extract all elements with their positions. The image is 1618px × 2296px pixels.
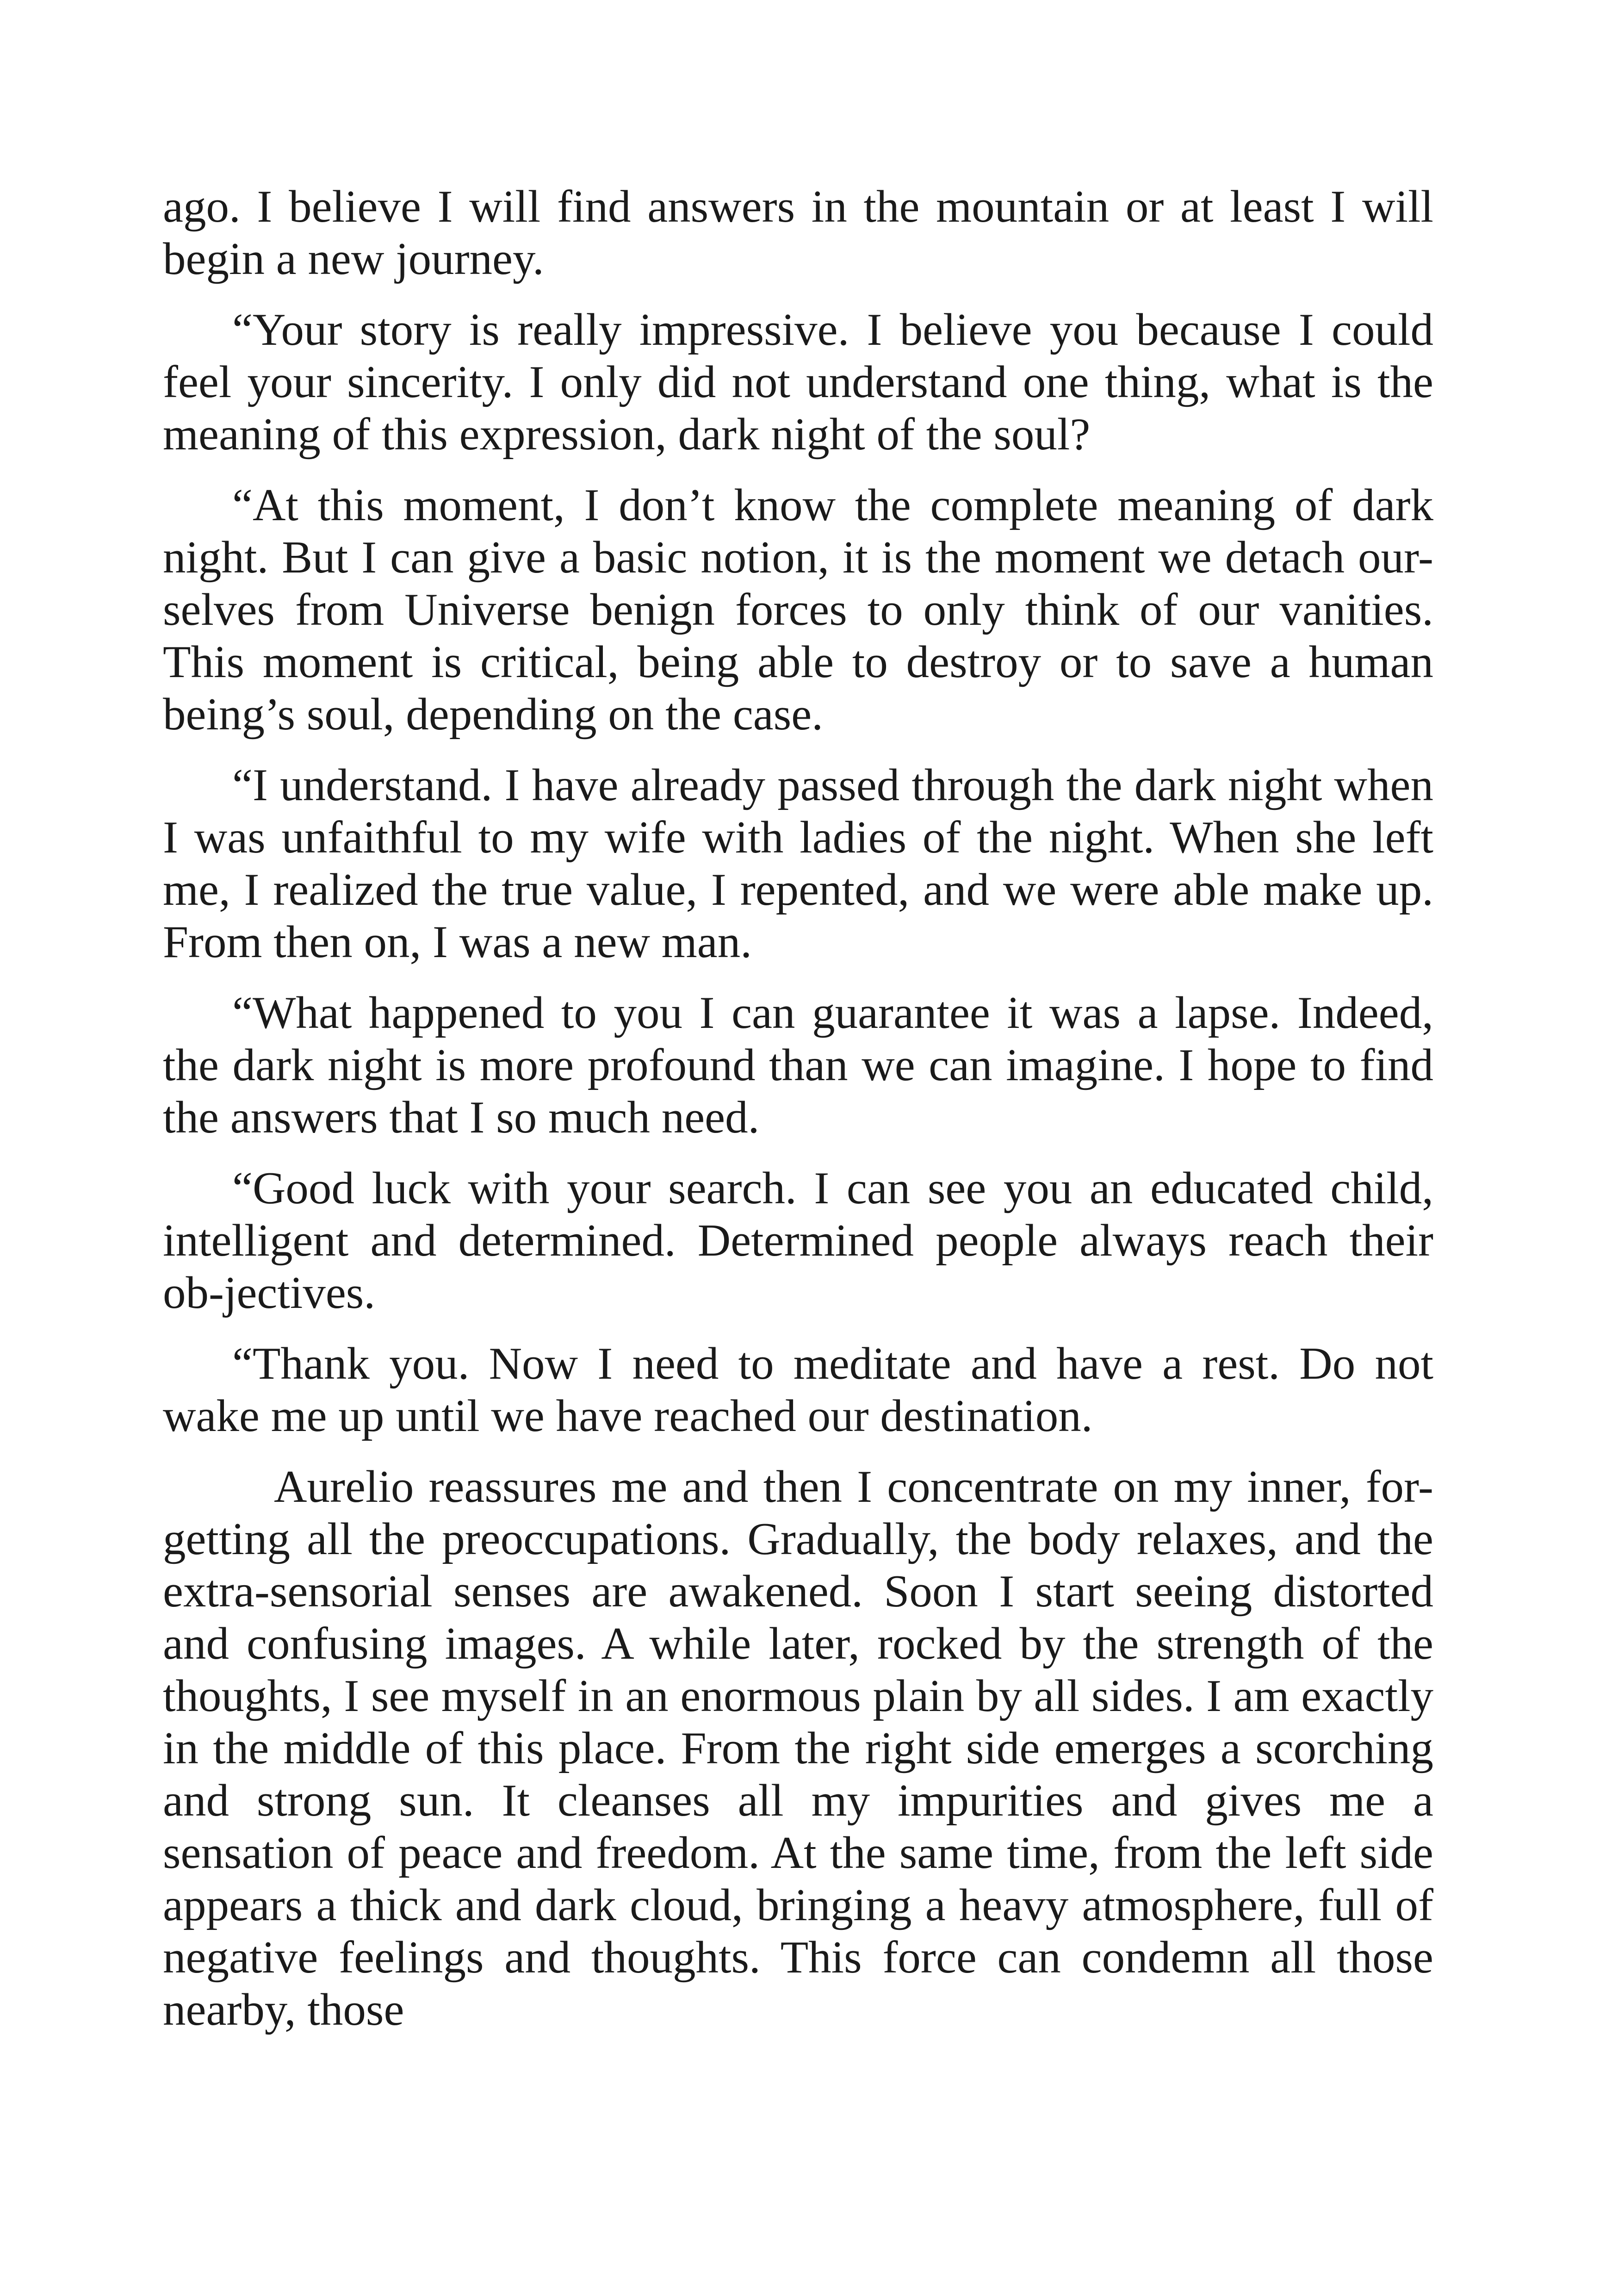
- paragraph-4: “I understand. I have already passed through the dark night when I was unfaithful to my wife with ladies of the night. When she left me, I realized the true value, I repented, and we were able make up. From then on, I was a new man.: [163, 760, 1433, 967]
- paragraph-8: Aurelio reassures me and then I concentrate on my inner, for-getting all the preoccupations. Gradually, the body relaxes, and the extra-sensorial senses are awakened. Soon I start seeing distorted and confusing images. A while later, rocked by the strength of the thoughts, I see myself in an enormous plain by all sides. I am exactly in the middle of this place. From the right side emerges a scorching and strong sun. It cleanses all my impurities and gives me a sensation of peace and freedom. At the same time, from the left side appears a thick and dark cloud, bringing a heavy atmosphere, full of negative feelings and thoughts. This force can condemn all those nearby, those: [163, 1462, 1433, 2035]
- paragraph-3: “At this moment, I don’t know the complete meaning of dark night. But I can give a basic notion, it is the moment we detach our-selves from Universe benign forces to only think of our vanities. This moment is critical, being able to destroy or to save a human being’s soul, depending on the case.: [163, 480, 1433, 740]
- paragraph-2: “Your story is really impressive. I believe you because I could feel your sincerity. I only did not understand one thing, what is the meaning of this expression, dark night of the soul?: [163, 305, 1433, 460]
- paragraph-5: “What happened to you I can guarantee it was a lapse. Indeed, the dark night is more profound than we can imagine. I hope to find the answers that I so much need.: [163, 988, 1433, 1143]
- paragraph-1: ago. I believe I will find answers in the mountain or at least I will begin a new journey.: [163, 181, 1433, 284]
- paragraph-7: “Thank you. Now I need to meditate and have a rest. Do not wake me up until we have reached our destination.: [163, 1338, 1433, 1441]
- page-text-body: [163, 180, 1433, 2054]
- paragraph-6: “Good luck with your search. I can see you an educated child, intelligent and determined. Determined people always reach their ob-jectives.: [163, 1163, 1433, 1318]
